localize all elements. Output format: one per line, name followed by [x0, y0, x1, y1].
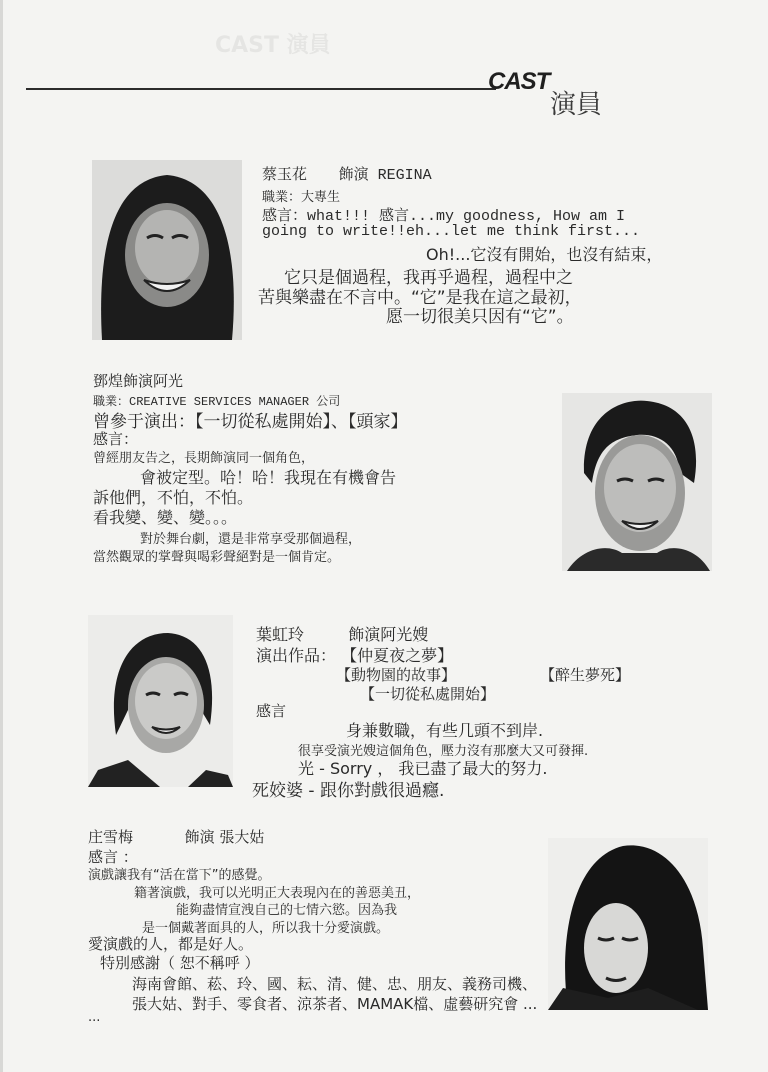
cast-1-role: 飾演 REGINA: [338, 167, 432, 184]
cast-3-name-text: 葉虹玲: [256, 625, 305, 644]
cast-1-name-text: 蔡玉花: [262, 165, 308, 183]
cast-3-work: 【一切從私處開始】: [360, 685, 496, 703]
cast-4-comment-line: 海南會館、菘、玲、國、耘、清、健、忠、朋友、義務司機、: [132, 975, 538, 993]
cast-4-name: [88, 826, 264, 847]
cast-4-comment-line: 張大姑、對手、零食者、涼茶者、MAMAK檔、虛藝研究會 ...: [132, 995, 538, 1013]
cast-4-comment-label: 感言 ：: [88, 848, 138, 866]
cast-4-comment-line: 能夠盡情宣洩自己的七情六慾。因為我: [176, 903, 398, 918]
header-title-zh: 演員: [550, 90, 603, 120]
cast-2-occupation: 職業：CREATIVE SERVICES MANAGER 公司: [93, 395, 341, 409]
cast-1-comment-line: 感言：what!!! 感言...my goodness, How am I: [262, 208, 626, 225]
page-edge: [0, 0, 3, 1072]
portrait-regina: [92, 160, 242, 340]
cast-1-occupation: 職業：大專生: [262, 190, 341, 205]
header-title-en: CAST: [488, 68, 550, 95]
cast-3-comment-label: 感言: [256, 702, 287, 720]
cast-4-role: 飾演 張大姑: [184, 828, 265, 846]
portrait-zhang-da-gu: [548, 838, 708, 1010]
cast-3-name: [256, 622, 428, 645]
cast-1-comment-line: going to write!!eh...let me think first...: [262, 223, 641, 240]
cast-3-comment-line: 光 - Sorry ， 我已盡了最大的努力.: [298, 759, 548, 778]
cast-3-work: 【醉生夢死】: [540, 666, 631, 684]
person-photo-icon: [562, 393, 712, 571]
show-through-text: CAST 演員: [215, 33, 331, 58]
portrait-ah-guang-sao: [88, 615, 233, 787]
cast-1-name: [262, 163, 432, 184]
cast-2-performances: 曾參于演出：【一切從私處開始】、【頭家】: [93, 412, 408, 432]
cast-3-role: 飾演阿光嫂: [348, 625, 429, 644]
cast-2-comment-line: 當然觀眾的掌聲與喝彩聲絕對是一個肯定。: [93, 550, 341, 565]
cast-3-work: 【動物園的故事】: [336, 666, 457, 684]
cast-2-comment-line: 看我變、變、變。。。: [93, 508, 238, 527]
cast-2-comment-line: 訴他們，不怕，不怕。: [93, 488, 254, 507]
cast-2-comment-line: 會被定型。哈！哈！我現在有機會告: [140, 468, 397, 487]
person-photo-icon: [92, 160, 242, 340]
person-photo-icon: [548, 838, 708, 1010]
cast-4-comment-line: 籍著演戲，我可以光明正大表現內在的善惡美丑，: [134, 886, 421, 901]
cast-3-works-row: [256, 643, 453, 666]
cast-1-comment-line: 它只是個過程，我再乎過程，過程中之: [284, 268, 573, 288]
cast-2-comment-label: 感言：: [93, 430, 139, 448]
cast-4-comment-line: 愛演戲的人，都是好人。: [88, 935, 254, 953]
cast-1-comment-line: 愿一切很美只因有“它”。: [386, 307, 574, 327]
cast-4-comment-line: 特別感謝（ 恕不稱呼 ）: [100, 954, 260, 972]
cast-2-comment-line: 對於舞台劇，還是非常享受那個過程，: [140, 532, 362, 547]
cast-3-comment-line: 死姣婆 - 跟你對戲很過癮.: [252, 781, 445, 801]
cast-3-works-label: 演出作品：: [256, 646, 337, 665]
cast-1-comment-line: 苦與樂盡在不言中。“它”是我在這之最初，: [258, 288, 582, 308]
cast-4-comment-line: ...: [88, 1010, 101, 1025]
cast-3-comment-line: 很享受演光嫂這個角色，壓力沒有那麼大又可發揮.: [298, 744, 589, 759]
cast-4-name-text: 庄雪梅: [88, 828, 134, 846]
cast-4-comment-line: 演戲讓我有“活在當下”的感覺。: [88, 868, 271, 883]
person-photo-icon: [88, 615, 233, 787]
cast-1-comment-line: Oh!...它沒有開始，也沒有結束，: [426, 245, 663, 264]
header-rule: [26, 88, 496, 90]
cast-3-comment-line: 身兼數職，有些几頭不到岸.: [346, 721, 544, 740]
portrait-ah-guang: [562, 393, 712, 571]
cast-3-work: 【仲夏夜之夢】: [341, 646, 454, 665]
cast-4-comment-line: 是一個戴著面具的人，所以我十分愛演戲。: [142, 921, 390, 936]
cast-2-comment-line: 曾經朋友告之，長期飾演同一個角色，: [93, 451, 315, 466]
cast-2-name-role: 鄧煌飾演阿光: [93, 372, 184, 390]
